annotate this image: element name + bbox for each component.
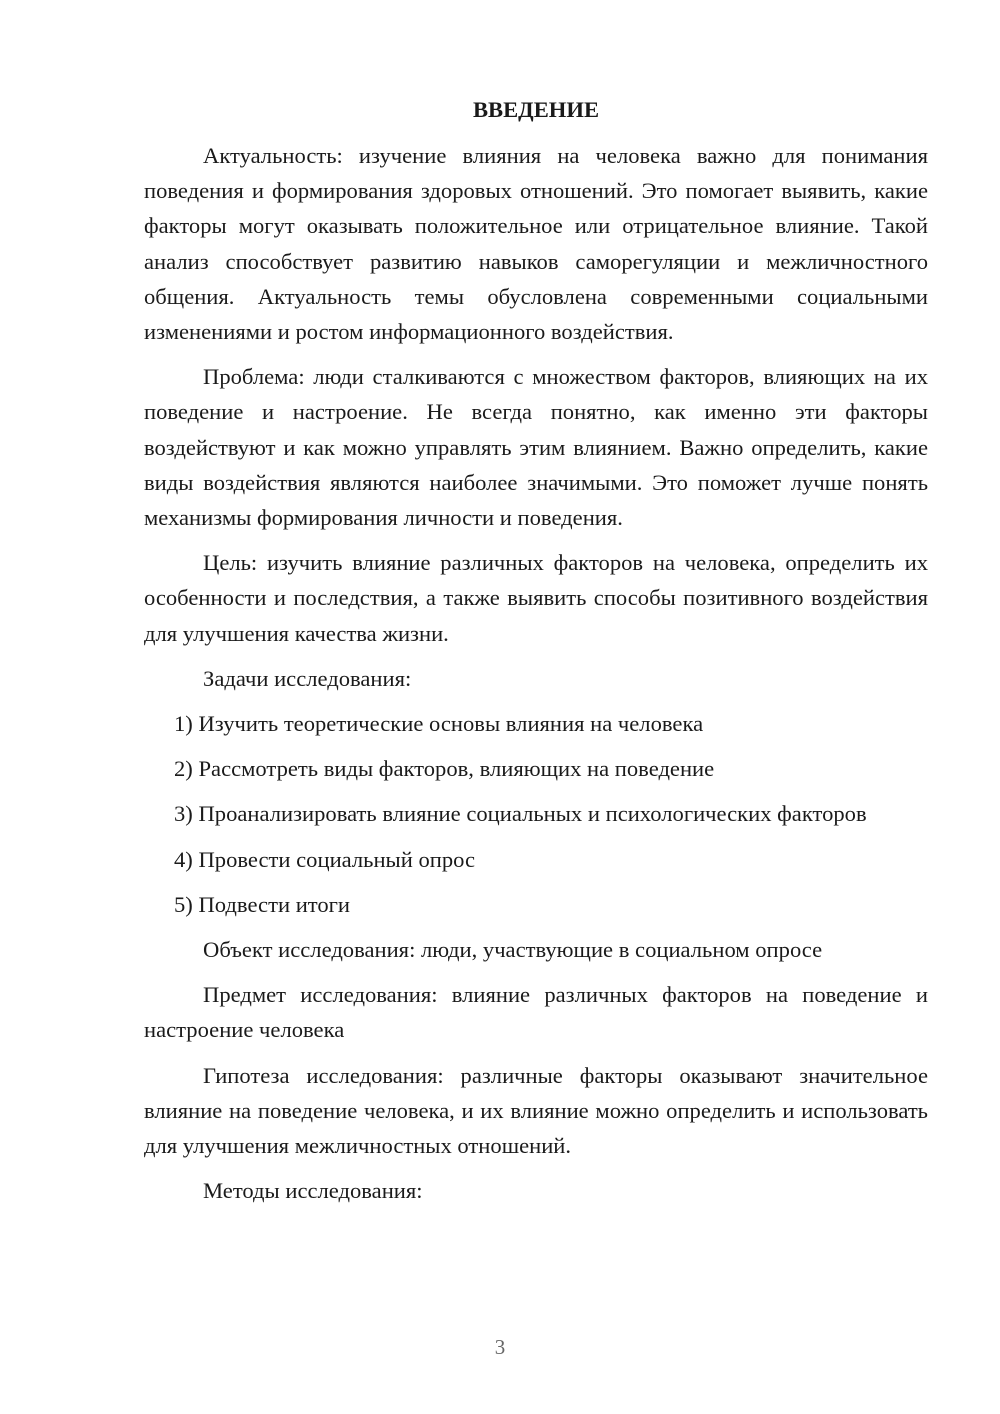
object-paragraph: Объект исследования: люди, участвующие в социальном опросе — [203, 937, 823, 963]
task-item-3: 3) Проанализировать влияние социальных и психологических факторов — [174, 801, 867, 827]
methods-heading: Методы исследования: — [203, 1178, 423, 1204]
task-item-5: 5) Подвести итоги — [174, 891, 351, 917]
task-item-4: 4) Провести социальный опрос — [174, 846, 476, 872]
relevance-paragraph: Актуальность: изучение влияния на человека важно для понимания поведения и формирования здоровых отношений. Это помогает выявить, какие факторы могут оказывать положительное или отрицательное влияние. Такой анализ способствует развитию навыков саморегуляции и межличностного общения. Актуальность темы обусловлена современными социальными изменениями и ростом информационного воздействия. — [144, 143, 928, 345]
section-title: ВВЕДЕНИЕ — [472, 97, 600, 122]
task-item-1: 1) Изучить теоретические основы влияния на человека — [174, 711, 704, 737]
task-item-2: 2) Рассмотреть виды факторов, влияющих на поведение — [174, 756, 715, 782]
page-content — [144, 92, 928, 1218]
subject-paragraph: Предмет исследования: влияние различных факторов на поведение и настроение человека — [144, 982, 928, 1043]
page-number: 3 — [494, 1335, 506, 1359]
problem-paragraph: Проблема: люди сталкиваются с множеством факторов, влияющих на их поведение и настроение. Не всегда понятно, как именно эти факторы воздействуют и как можно управлять этим влиянием. Важно определить, какие виды воздействия являются наиболее значимыми. Это поможет лучше понять механизмы формирования личности и поведения. — [144, 364, 928, 531]
tasks-heading: Задачи исследования: — [203, 665, 412, 691]
hypothesis-paragraph: Гипотеза исследования: различные факторы оказывают значительное влияние на поведение человека, и их влияние можно определить и использовать для улучшения межличностных отношений. — [144, 1062, 928, 1159]
goal-paragraph: Цель: изучить влияние различных факторов на человека, определить их особенности и последствия, а также выявить способы позитивного воздействия для улучшения качества жизни. — [144, 550, 928, 646]
